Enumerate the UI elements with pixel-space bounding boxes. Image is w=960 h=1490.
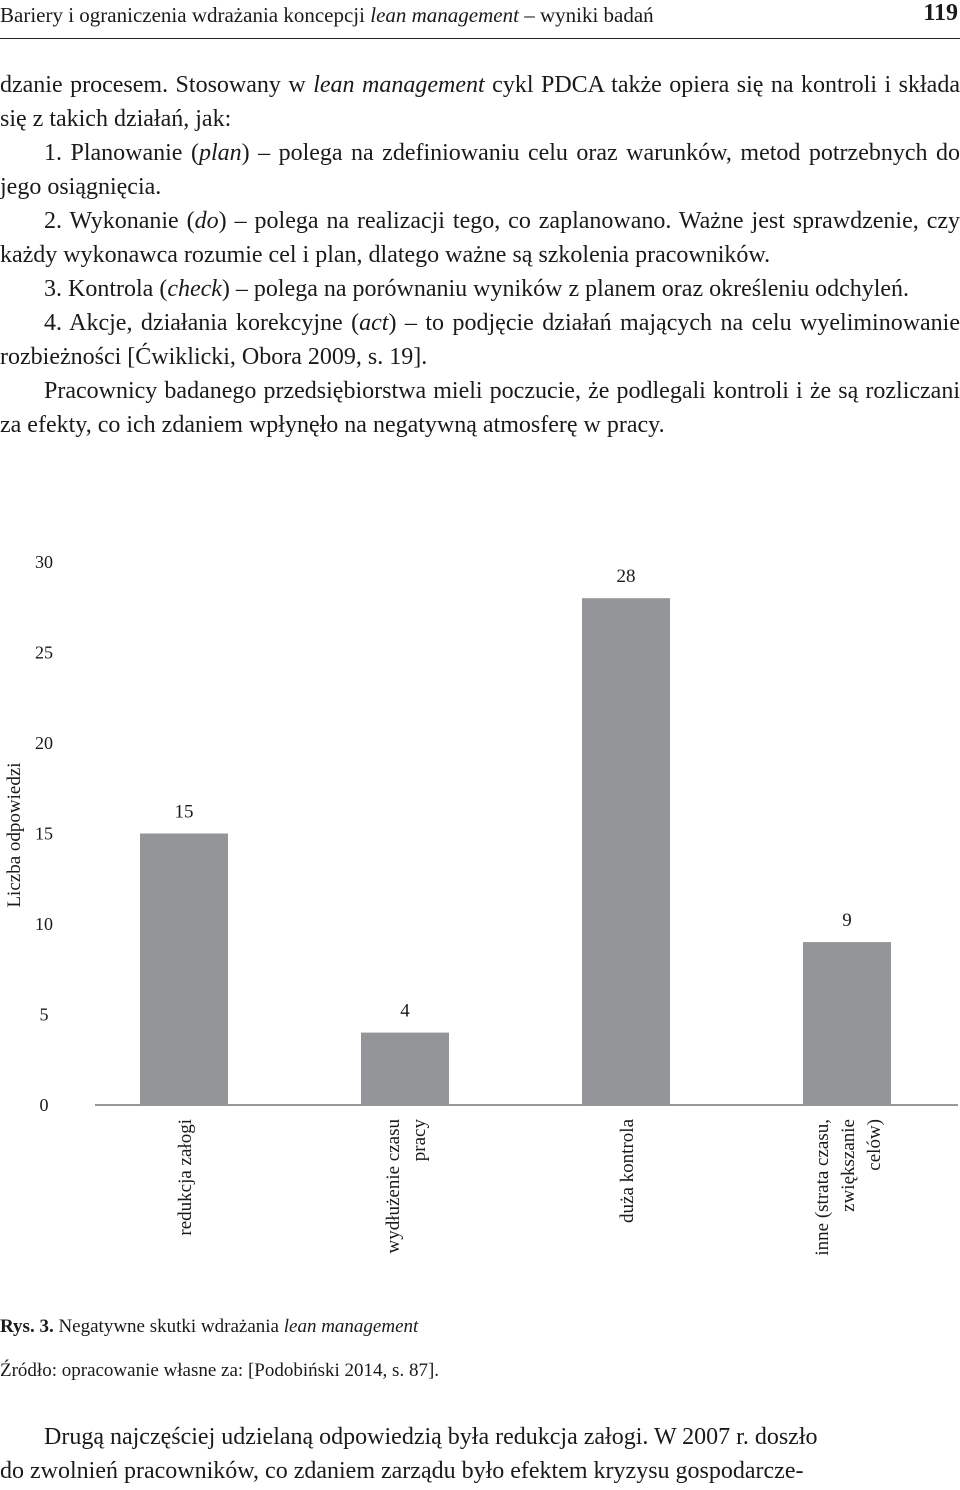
header-title-part: – wyniki badań <box>518 3 654 27</box>
text-italic: lean management <box>313 72 485 98</box>
y-tick-label: 10 <box>35 914 53 934</box>
y-tick-label: 15 <box>35 823 53 844</box>
y-tick-label: 25 <box>35 642 53 663</box>
bar <box>361 1033 449 1105</box>
category-label <box>383 1119 430 1254</box>
y-tick-label: 30 <box>35 552 53 572</box>
figure-caption <box>0 1316 418 1338</box>
bar <box>140 834 228 1106</box>
category-label-line: inne (strata czasu, <box>812 1119 833 1256</box>
paragraph-line: do zwolnień pracowników, co zdaniem zarządu było efektem kryzysu gospodarcze- <box>0 1458 804 1484</box>
header-title-part: Bariery i ograniczenia wdrażania koncepcji <box>0 3 371 27</box>
body-text-bottom <box>0 1420 960 1488</box>
value-label: 9 <box>842 910 852 932</box>
paragraph: Pracownicy badanego przedsiębiorstwa mieli poczucie, że podlegali kontroli i że są rozliczani za efekty, co ich zdaniem wpłynęło na negatywną atmosferę w pracy. <box>0 378 960 438</box>
text-run: 2. Wykonanie ( <box>44 208 195 234</box>
category-label <box>812 1119 885 1256</box>
figure-source: Źródło: opracowanie własne za: [Podobiński 2014, s. 87]. <box>0 1360 440 1381</box>
category-label-line: wydłużenie czasu <box>383 1119 404 1254</box>
text-run: ) – polega na porównaniu wyników z planem oraz określeniu odchyleń. <box>221 276 910 302</box>
running-header <box>0 0 960 39</box>
category-label <box>175 1119 196 1236</box>
bar <box>582 598 670 1105</box>
value-label: 28 <box>616 566 636 588</box>
header-title <box>0 3 654 28</box>
body-text <box>0 68 960 442</box>
text-run: ) – to podjęcie działań mających na celu wyeliminowanie rozbieżności [Ćwiklicki, Obora 2009, s. 19]. <box>0 310 960 370</box>
y-axis-ticks <box>35 552 53 1115</box>
bar <box>803 942 891 1105</box>
category-label-line: redukcja załogi <box>175 1119 196 1236</box>
category-label-line: pracy <box>409 1119 430 1162</box>
text-italic: do <box>194 208 219 234</box>
list-item <box>0 136 960 204</box>
text-run: 1. Planowanie ( <box>44 140 199 166</box>
text-italic: plan <box>198 140 242 166</box>
bars <box>140 598 891 1105</box>
category-label-line: duża kontrola <box>617 1119 638 1223</box>
text-run: cykl PDCA także opiera się na kontroli i składa się z takich działań, jak: <box>0 72 960 132</box>
text-run: ) – polega na zdefiniowaniu celu oraz warunków, metod potrzebnych do jego osiągnięcia. <box>0 140 960 200</box>
text-run: 3. Kontrola ( <box>44 276 168 302</box>
page-number: 119 <box>923 0 958 26</box>
value-label: 15 <box>174 801 194 823</box>
category-label-line: zwiększanie <box>838 1119 859 1212</box>
paragraph-line: Drugą najczęściej udzielaną odpowiedzią była redukcja załogi. W 2007 r. doszło <box>44 1424 818 1450</box>
value-label: 4 <box>400 1000 410 1022</box>
text-italic: act <box>359 310 389 336</box>
caption-label: Rys. 3. <box>0 1316 54 1337</box>
text-run: dzanie procesem. Stosowany w <box>0 72 314 98</box>
list-item <box>0 306 960 374</box>
text-run: 4. Akcje, działania korekcyjne ( <box>44 310 360 336</box>
list-item <box>0 272 960 306</box>
category-labels <box>175 1118 885 1255</box>
paragraph <box>0 68 960 136</box>
y-tick-label: 20 <box>35 733 53 753</box>
text-italic: check <box>167 276 222 302</box>
y-tick-label: 0 <box>39 1095 49 1115</box>
bar-chart <box>0 545 960 1305</box>
category-label <box>617 1118 638 1223</box>
y-axis-label: Liczba odpowiedzi <box>4 762 25 908</box>
header-title-italic: lean management <box>370 3 519 27</box>
value-labels <box>175 566 852 1021</box>
list-item <box>0 204 960 272</box>
category-label-line: celów) <box>864 1119 885 1171</box>
y-tick-label: 5 <box>39 1004 49 1025</box>
caption-text: Negatywne skutki wdrażania <box>53 1316 284 1337</box>
text-run: ) – polega na realizacji tego, co zaplanowano. Ważne jest sprawdzenie, czy każdy wykonawca rozumie cel i plan, dlatego ważne są szkolenia pracowników. <box>0 208 960 268</box>
caption-italic: lean management <box>283 1316 419 1337</box>
